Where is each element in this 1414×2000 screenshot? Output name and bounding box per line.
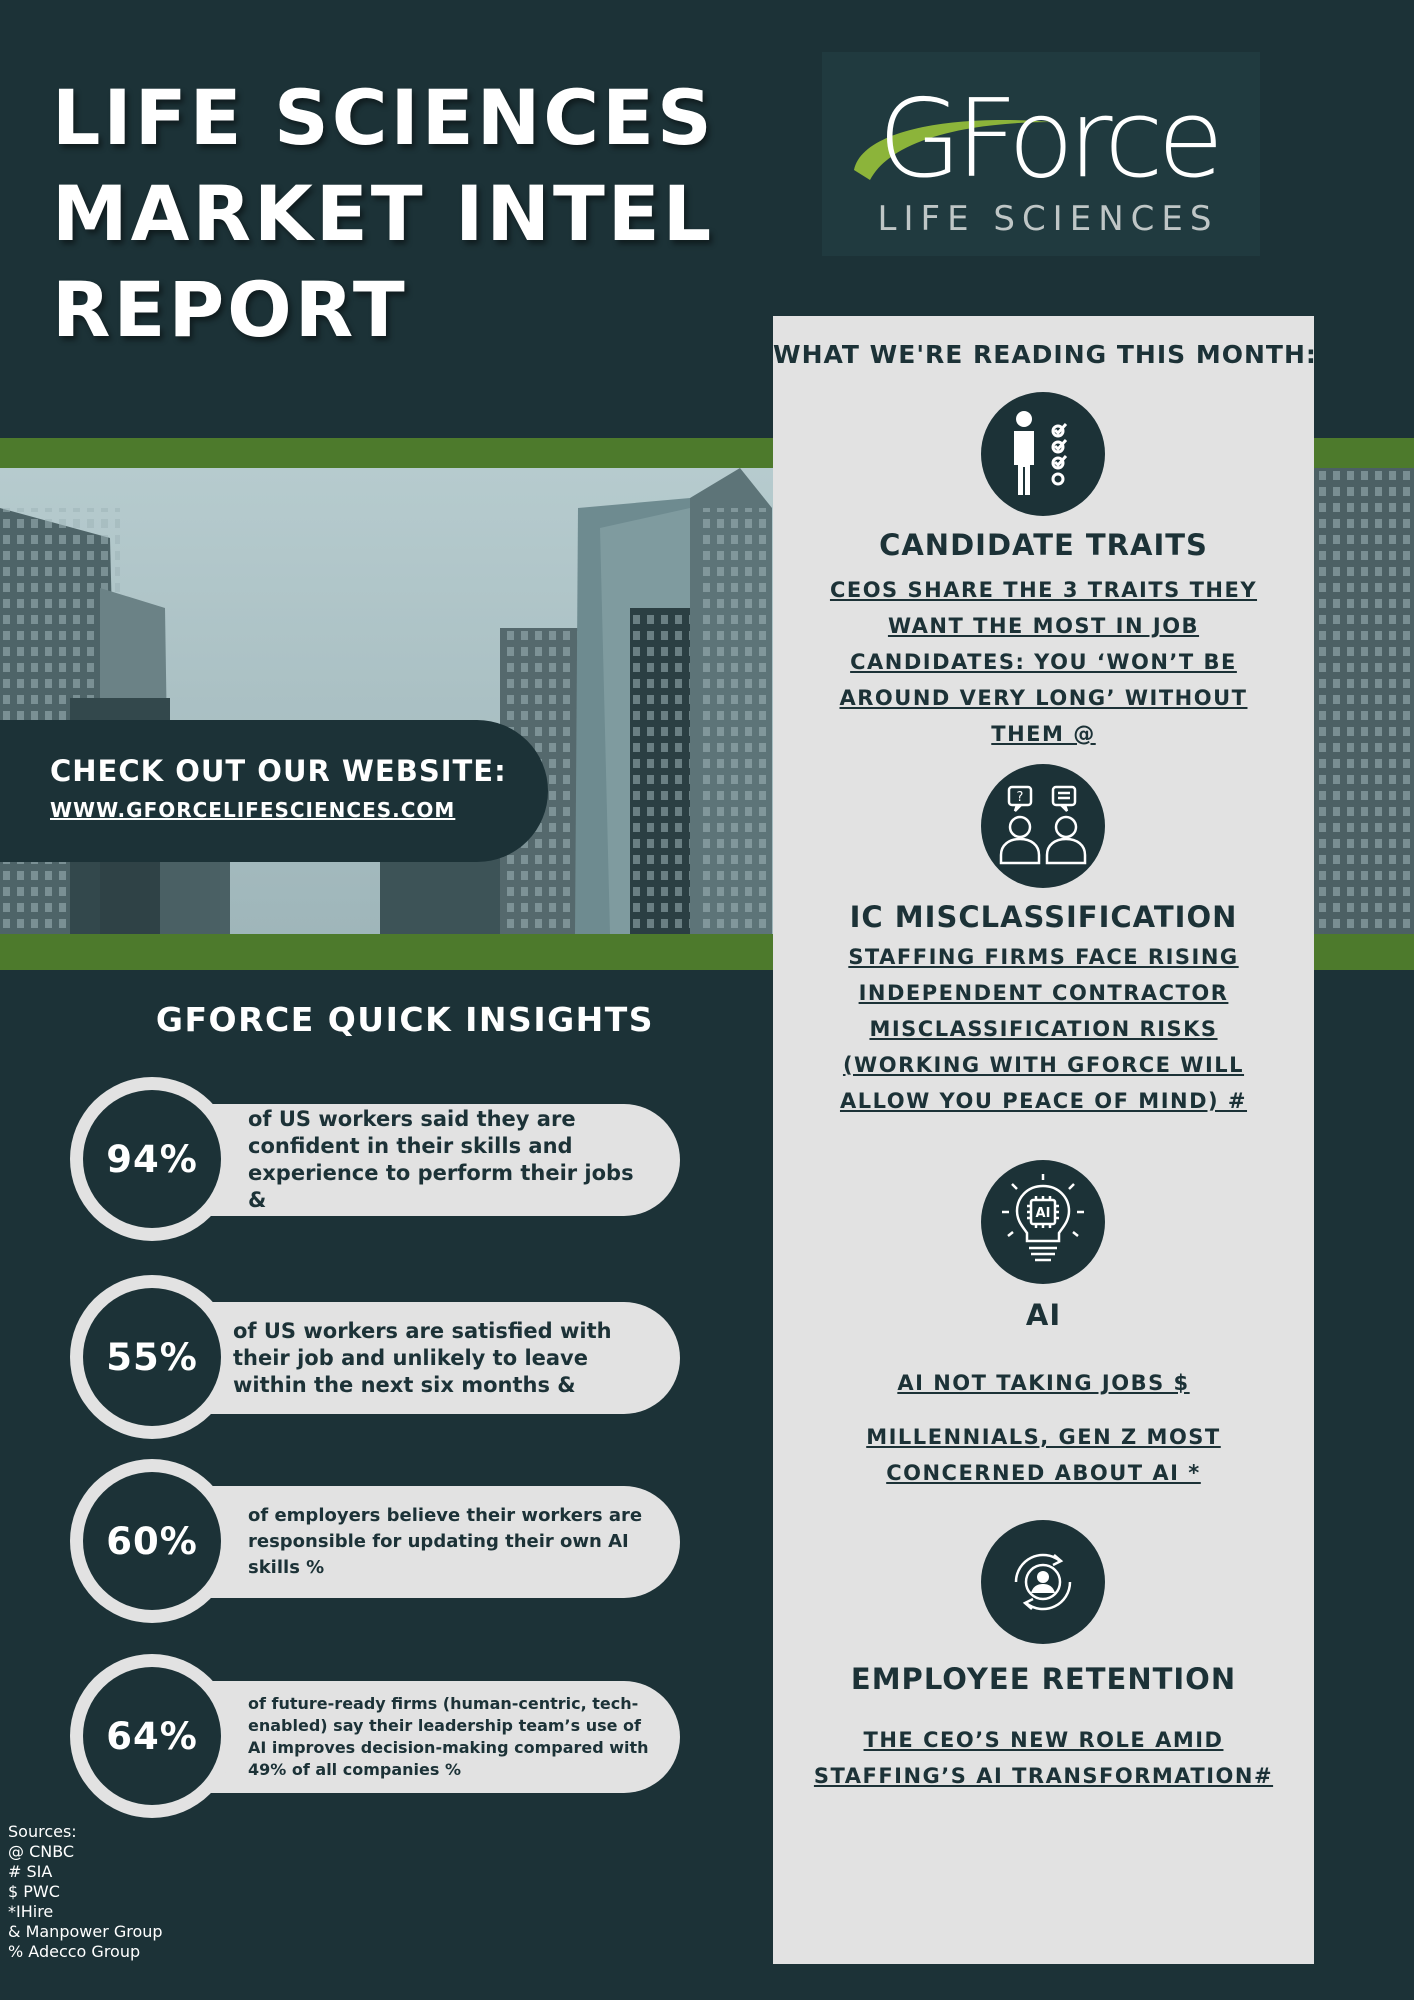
insight-value: 94% [83, 1090, 221, 1228]
logo-brand: GForce [878, 77, 1218, 202]
employee-retention-icon [981, 1520, 1105, 1644]
section-title: CANDIDATE TRAITS [879, 528, 1208, 562]
section-title: AI [1025, 1298, 1062, 1332]
insight-ring [70, 1654, 234, 1818]
logo-tagline: LIFE SCIENCES [877, 199, 1219, 239]
insight-text: of US workers are satisfied with their job and unlikely to leave within the next six months & [233, 1318, 612, 1397]
source-item: # SIA [8, 1862, 53, 1881]
svg-text:?: ? [1016, 790, 1024, 805]
article-link[interactable]: CEOS SHARE THE 3 TRAITS THEY WANT THE MOST IN JOB CANDIDATES: YOU ‘WON’T BE AROUND VERY LONG’ WITHOUT THEM @ [829, 578, 1258, 746]
source-item: & Manpower Group [8, 1922, 163, 1941]
insight-text: of employers believe their workers are responsible for updating their own AI skills % [248, 1505, 643, 1578]
article-link[interactable]: AI NOT TAKING JOBS $ [897, 1371, 1190, 1395]
insight-value: 55% [83, 1288, 221, 1426]
article-link[interactable]: THE CEO’S NEW ROLE AMID STAFFING’S AI TRANSFORMATION# [813, 1728, 1274, 1788]
insight-text: of future-ready firms (human-centric, tech-enabled) say their leadership team’s use of AI improves decision-making compared with 49% of all companies % [248, 1694, 649, 1779]
reading-heading: WHAT WE'RE READING THIS MONTH: [773, 340, 1317, 369]
reading-panel [773, 316, 1317, 1964]
report-title [52, 70, 732, 358]
title-line-3: REPORT [52, 265, 408, 354]
insight-card [70, 1275, 680, 1439]
people-chat-icon [981, 764, 1105, 888]
website-link[interactable]: WWW.GFORCELIFESCIENCES.COM [50, 798, 456, 822]
website-callout [0, 720, 548, 862]
insight-value: 60% [83, 1472, 221, 1610]
section-title: EMPLOYEE RETENTION [850, 1662, 1237, 1696]
insight-ring [70, 1077, 234, 1241]
insight-ring [70, 1275, 234, 1439]
sources-list [8, 1822, 163, 1962]
source-item: % Adecco Group [8, 1942, 141, 1961]
source-item: *IHire [8, 1902, 54, 1921]
article-link[interactable]: STAFFING FIRMS FACE RISING INDEPENDENT CONTRACTOR MISCLASSIFICATION RISKS (WORKING WITH GFORCE WILL ALLOW YOU PEACE OF MIND) # [839, 945, 1248, 1113]
person-checklist-icon [981, 392, 1105, 516]
insight-value: 64% [83, 1667, 221, 1805]
section-title: IC MISCLASSIFICATION [849, 900, 1238, 934]
title-line-1: LIFE SCIENCES [52, 73, 715, 162]
website-heading: CHECK OUT OUR WEBSITE: [50, 754, 507, 788]
svg-text:AI: AI [1035, 1206, 1051, 1221]
insight-card [70, 1654, 680, 1818]
sources-heading: Sources: [8, 1822, 77, 1841]
source-item: $ PWC [8, 1882, 60, 1901]
insight-card [70, 1077, 680, 1241]
gforce-logo [822, 52, 1260, 256]
insight-card [70, 1459, 680, 1623]
article-link[interactable]: MILLENNIALS, GEN Z MOST CONCERNED ABOUT AI * [866, 1425, 1221, 1485]
insight-text: of US workers said they are confident in their skills and experience to perform their jobs & [248, 1107, 634, 1212]
title-line-2: MARKET INTEL [52, 169, 715, 258]
insight-ring [70, 1459, 234, 1623]
source-item: @ CNBC [8, 1842, 75, 1861]
ai-lightbulb-icon [981, 1160, 1105, 1284]
insights-heading: GFORCE QUICK INSIGHTS [155, 1000, 655, 1039]
